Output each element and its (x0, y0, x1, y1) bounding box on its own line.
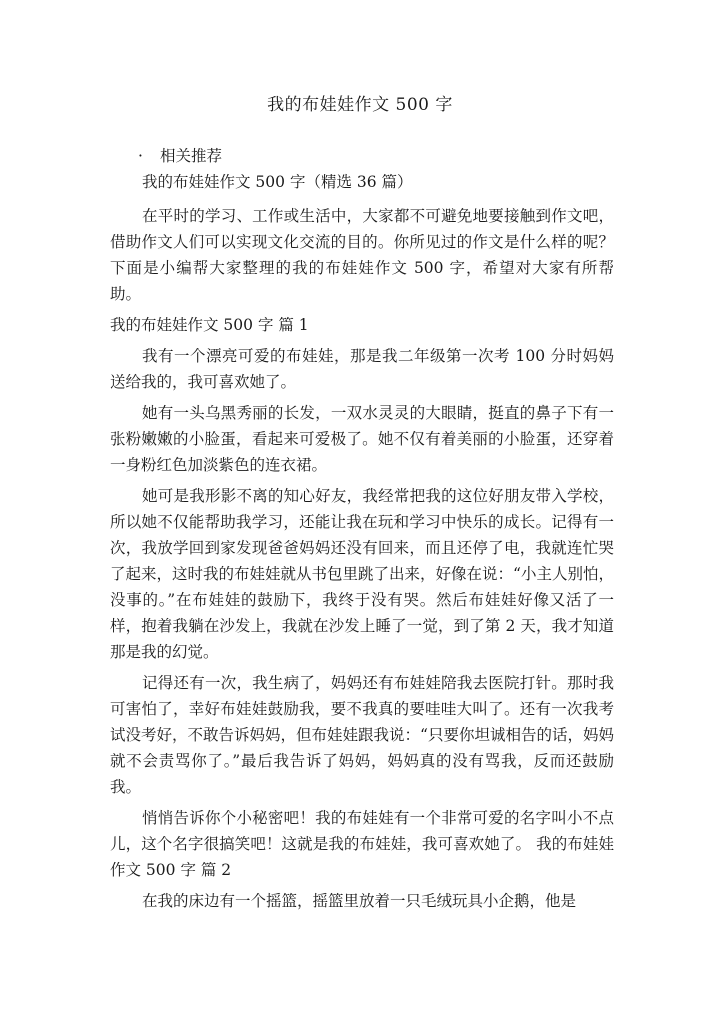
bullet-icon: · (138, 147, 143, 165)
intro-paragraph: 在平时的学习、工作或生活中，大家都不可避免地要接触到作文吧，借助作文人们可以实现文化交流的目的。你所见过的作文是什么样的呢？下面是小编帮大家整理的我的布娃娃作文 500 字，希望对大家有所帮助。 (110, 207, 614, 303)
paragraph-6: 在我的床边有一个摇篮，摇篮里放着一只毛绒玩具小企鹅，他是 (142, 892, 577, 910)
paragraph-5 (110, 805, 614, 883)
section-heading-1: 我的布娃娃作文 500 字 篇 1 (110, 316, 309, 334)
document-title: 我的布娃娃作文 500 字 (267, 95, 453, 115)
recommend-label[interactable]: 相关推荐 (160, 147, 223, 165)
related-recommendations (110, 143, 614, 169)
paragraph-2: 她有一头乌黑秀丽的长发，一双水灵灵的大眼睛，挺直的鼻子下有一张粉嫩嫩的小脸蛋，看起来可爱极了。她不仅有着美丽的小脸蛋，还穿着一身粉红色加淡紫色的连衣裙。 (110, 404, 614, 474)
paragraph-1: 我有一个漂亮可爱的布娃娃，那是我二年级第一次考 100 分时妈妈送给我的，我可喜欢她了。 (110, 347, 614, 391)
paragraph-3: 她可是我形影不离的知心好友，我经常把我的这位好朋友带入学校，所以她不仅能帮助我学习，还能让我在玩和学习中快乐的成长。记得有一次，我放学回到家发现爸爸妈妈还没有回来，而且还停了电，我就连忙哭了起来，这时我的布娃娃就从书包里跳了出来，好像在说：“小主人别怕，没事的。”在布娃娃的鼓励下，我终于没有哭。然后布娃娃好像又活了一样，抱着我躺在沙发上，我就在沙发上睡了一觉，到了第 2 天，我才知道那是我的幻觉。 (110, 487, 614, 661)
document-body (110, 143, 614, 914)
recommend-link[interactable]: 我的布娃娃作文 500 字（精选 36 篇） (142, 173, 413, 191)
paragraph-5-text: 悄悄告诉你个小秘密吧！我的布娃娃有一个非常可爱的名字叫小不点儿，这个名字很搞笑吧！这就是我的布娃娃，我可喜欢她了。 (110, 809, 614, 853)
section-heading-2: 我的布娃娃作文 500 字 篇 2 (110, 835, 614, 879)
paragraph-4: 记得还有一次，我生病了，妈妈还有布娃娃陪我去医院打针。那时我可害怕了，幸好布娃娃鼓励我，要不我真的要哇哇大叫了。还有一次我考试没考好，不敢告诉妈妈，但布娃娃跟我说：“只要你坦诚相告的话，妈妈就不会责骂你了。”最后我告诉了妈妈，妈妈真的没有骂我，反而还鼓励我。 (110, 674, 614, 796)
